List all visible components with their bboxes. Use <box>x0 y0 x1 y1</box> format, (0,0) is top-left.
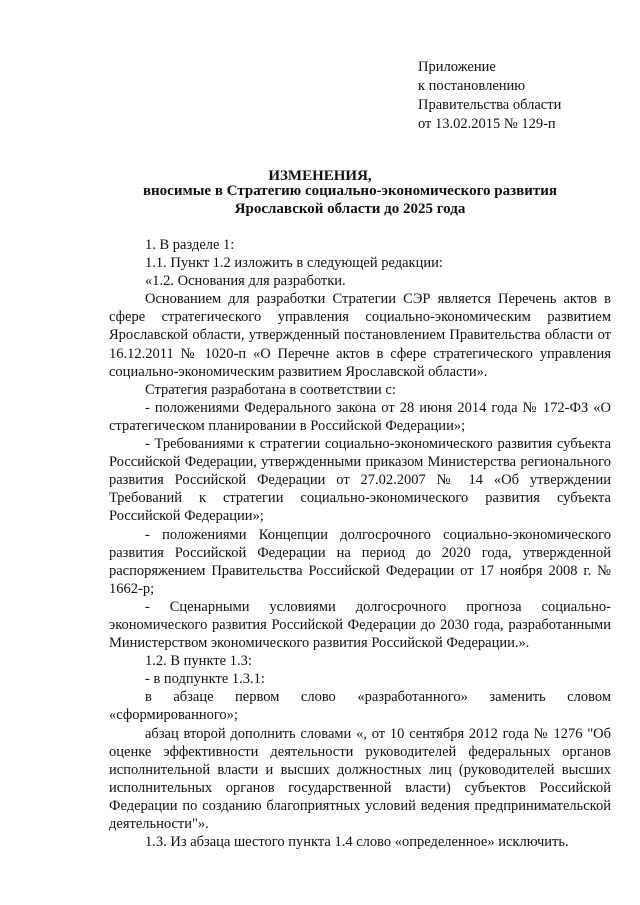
appendix-line: Правительства области <box>418 97 562 113</box>
list-item: - положениями Федерального закона от 28 июня 2014 года № 172-ФЗ «О стратегическом планировании в Российской Федерации»; <box>109 399 611 434</box>
paragraph: 1. В разделе 1: <box>145 237 235 253</box>
document-body <box>109 236 611 851</box>
paragraph: 1.3. Из абзаца шестого пункта 1.4 слово «определенное» исключить. <box>145 834 569 851</box>
paragraph: - в подпункте 1.3.1: <box>145 671 265 688</box>
paragraph: абзац второй дополнить словами «, от 10 сентября 2012 года № 1276 "Об оценке эффективности деятельности руководителей федеральных органов исполнительной власти и высших должностных лиц (руководителей высших исполнительных органов государственной власти) субъектов Российской Федерации по созданию благоприятных условий ведения предпринимательской деятельности"». <box>109 725 611 832</box>
paragraph: «1.2. Основания для разработки. <box>145 273 346 290</box>
appendix-line: к постановлению <box>418 78 526 94</box>
list-item: - Сценарными условиями долгосрочного прогноза социально-экономического развития Российской Федерации до 2030 года, разработанными Министерством экономического развития Российской Федерации.». <box>109 598 611 652</box>
paragraph: 1.2. В пункте 1.3: <box>145 653 252 670</box>
list-item: - положениями Концепции долгосрочного социально-экономического развития Российской Федерации на период до 2020 года, утвержденной распоряжением Правительства Российской Федерации от 17 ноября 2008 г. № 1662-р; <box>109 526 611 597</box>
appendix-line: Приложение <box>418 59 496 75</box>
document-subtitle-line-1: вносимые в Стратегию социально-экономического развития <box>142 183 558 199</box>
paragraph: в абзаце первом слово «разработанного» заменить словом «сформированного»; <box>109 689 611 724</box>
appendix-block <box>418 58 561 134</box>
paragraph: Основанием для разработки Стратегии СЭР является Перечень актов в сфере стратегического управления социально-экономическим развитием Ярославской области, утвержденный постановлением Правительства области от 16.12.2011 № 1020-п «О Перечне актов в сфере стратегического управления социально-экономическим развитием Ярославской области». <box>109 291 611 380</box>
list-item: - Требованиями к стратегии социально-экономического развития субъекта Российской Федерации, утвержденными приказом Министерства регионального развития Российской Федерации от 27.02.2007 № 14 «Об утверждении Требований к стратегии социально-экономического развития субъекта Российской Федерации»; <box>109 436 611 525</box>
document-subtitle-line-2: Ярославской области до 2025 года <box>234 201 466 217</box>
paragraph: 1.1. Пункт 1.2 изложить в следующей редакции: <box>145 255 443 272</box>
document-title: ИЗМЕНЕНИЯ, <box>268 168 372 184</box>
appendix-line: от 13.02.2015 № 129-п <box>418 116 556 132</box>
paragraph: Стратегия разработана в соответствии с: <box>145 381 396 398</box>
